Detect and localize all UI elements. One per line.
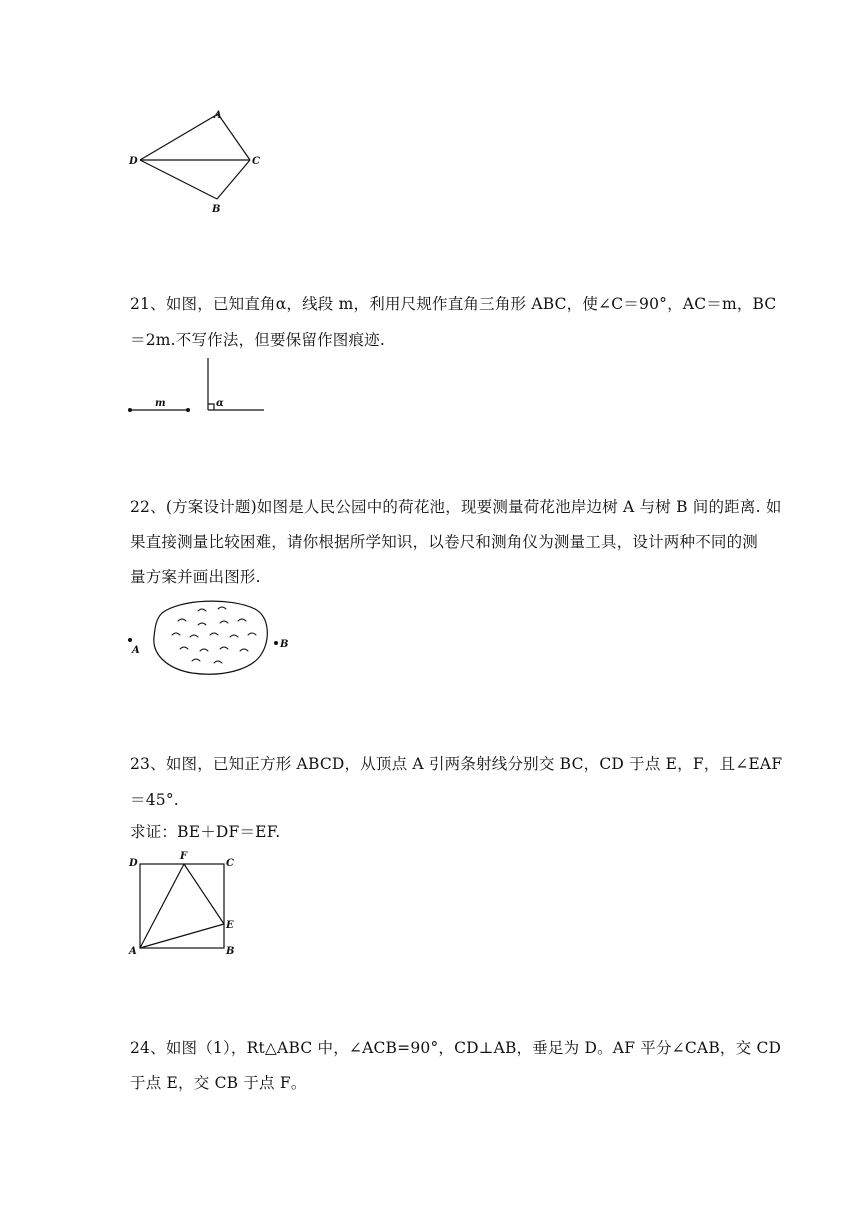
label-d: D [129, 156, 138, 167]
label-b: B [212, 204, 221, 215]
q21-text-line1: 21、如图，已知直角α，线段 m，利用尺规作直角三角形 ABC，使∠C＝90°，AC＝m，BC [130, 295, 777, 313]
q21-text-line2: ＝2m.不写作法，但要保留作图痕迹. [130, 331, 386, 349]
segment-ae [140, 924, 224, 948]
segment-bc [217, 160, 250, 199]
label-c: C [226, 858, 234, 869]
pond-water-marks [172, 607, 256, 663]
q22-text-line3: 量方案并画出图形. [130, 568, 261, 586]
pond-outline [154, 601, 267, 674]
segment-ac [218, 114, 250, 160]
q24-text-line2: 于点 E，交 CB 于点 F。 [130, 1074, 307, 1092]
q23-text-line2: ＝45°. [130, 791, 179, 809]
label-a: A [214, 110, 222, 121]
lotus-pond-figure [120, 595, 300, 685]
label-b: B [280, 639, 289, 650]
label-c: C [252, 156, 260, 167]
segment-af [140, 864, 184, 948]
q24-text-line1: 24、如图（1），Rt△ABC 中，∠ACB=90°，CD⊥AB，垂足为 D。AF 平分∠CAB，交 CD [130, 1039, 782, 1057]
label-m: m [155, 398, 166, 409]
segment-fe [184, 864, 224, 924]
q23-text-line1: 23、如图，已知正方形 ABCD，从顶点 A 引两条射线分别交 BC，CD 于点 E，F，且∠EAF [130, 755, 783, 773]
segment-m-start [128, 408, 132, 412]
q22-text-line1: 22、(方案设计题)如图是人民公园中的荷花池，现要测量荷花池岸边树 A 与树 B 间的距离. 如 [130, 498, 782, 516]
label-a: A [129, 946, 137, 957]
label-alpha: α [216, 398, 224, 409]
q22-text-line2: 果直接测量比较困难，请你根据所学知识，以卷尺和测角仪为测量工具，设计两种不同的测 [130, 533, 759, 551]
tree-b-point [274, 641, 278, 645]
square-figure [120, 848, 250, 963]
label-e: E [226, 920, 234, 931]
right-angle-mark [208, 404, 214, 410]
segment-db [140, 160, 217, 199]
segment-m-end [186, 408, 190, 412]
label-f: F [180, 851, 188, 862]
kite-figure [120, 100, 280, 220]
segment-da [140, 114, 218, 160]
label-a: A [132, 645, 140, 656]
segment-and-angle-figure [120, 350, 280, 420]
tree-a-point [128, 638, 132, 642]
label-d: D [129, 858, 138, 869]
q23-text-line3: 求证：BE＋DF＝EF. [130, 823, 281, 841]
label-b: B [226, 946, 235, 957]
